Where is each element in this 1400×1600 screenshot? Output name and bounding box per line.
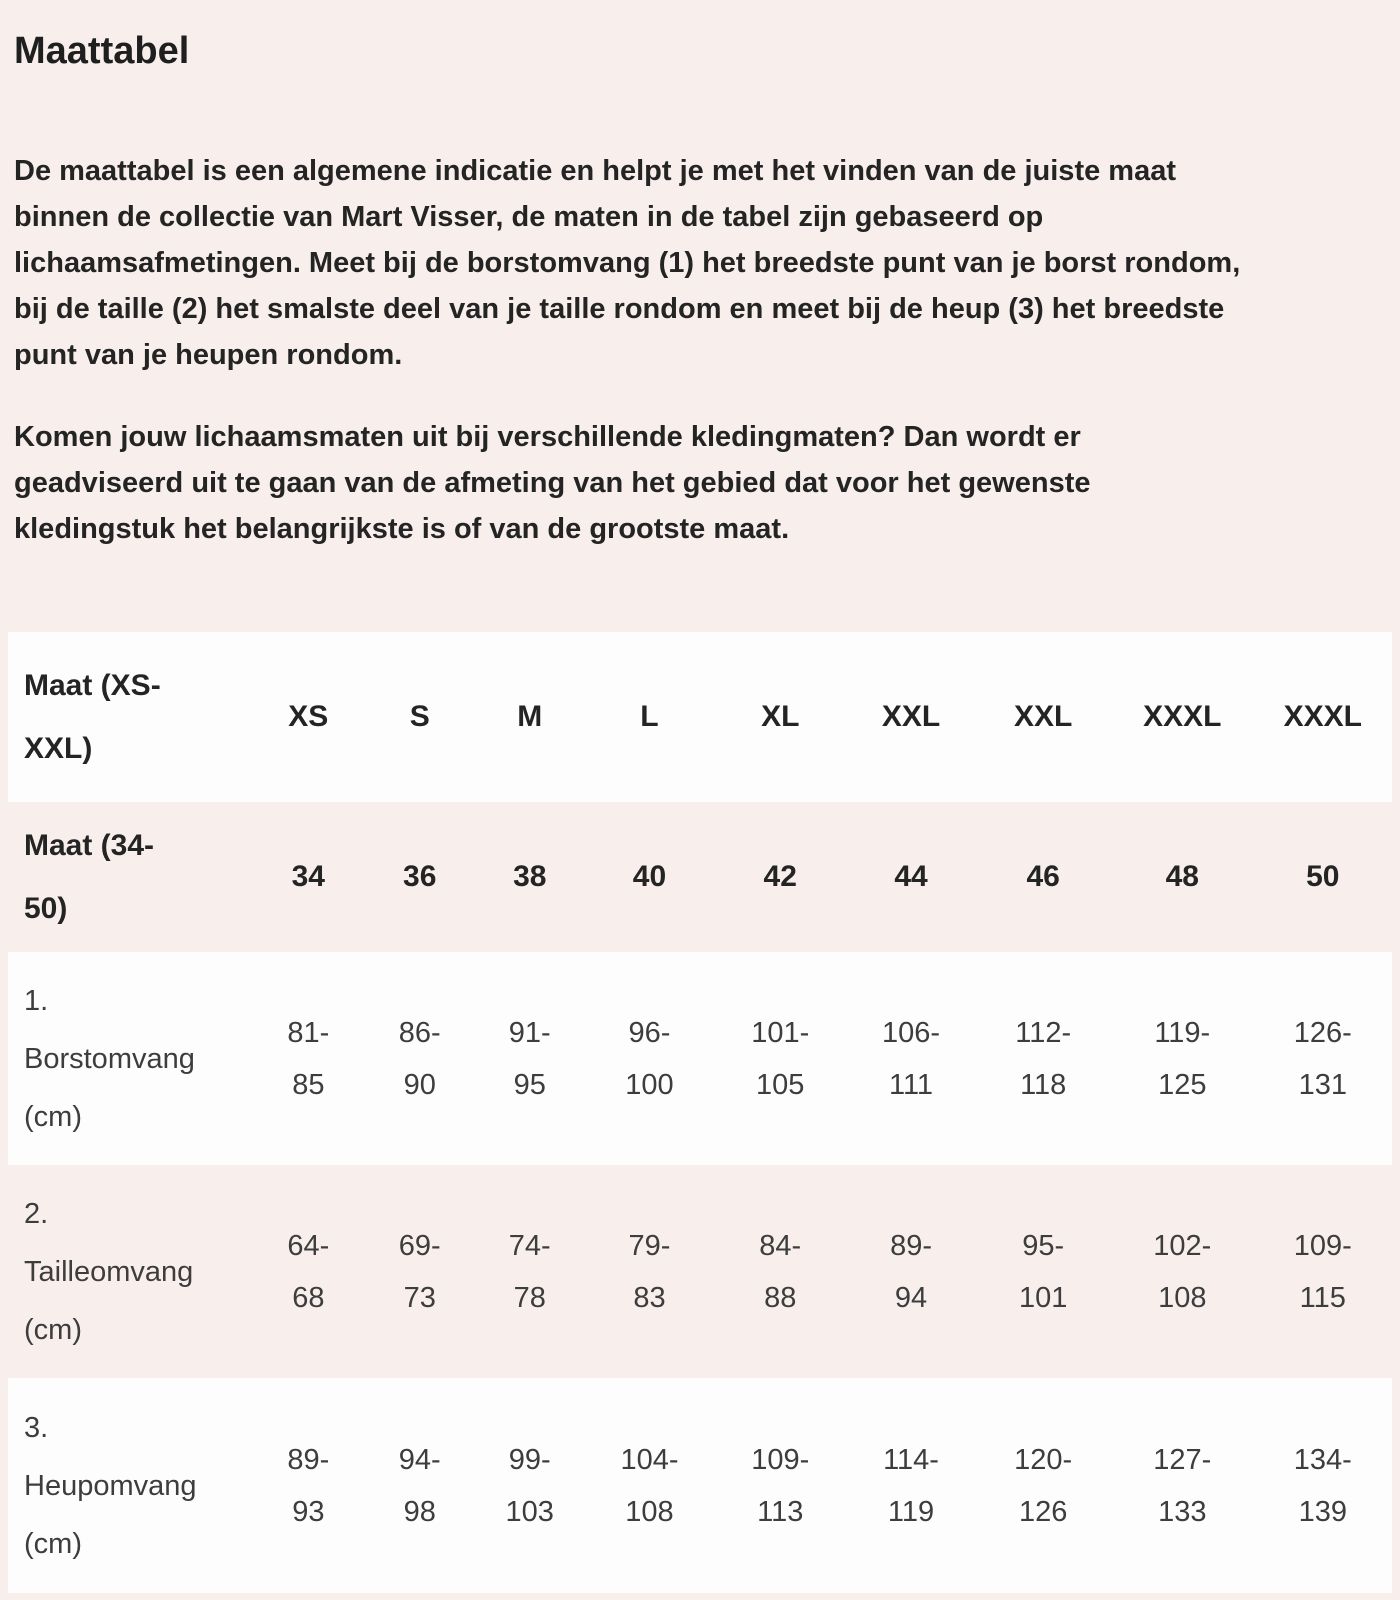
page-title: Maattabel: [14, 30, 190, 72]
size-value-cell: 101- 105: [751, 1016, 810, 1101]
size-table: [8, 632, 1392, 1593]
size-value-cell: 89- 93: [287, 1443, 330, 1528]
size-value-cell: XXL: [1014, 700, 1073, 733]
table-row: [8, 802, 1392, 952]
size-value-cell: XL: [761, 700, 800, 733]
size-value-cell: L: [640, 700, 659, 733]
advice-paragraph: Komen jouw lichaamsmaten uit bij verschillende kledingmaten? Dan wordt er geadviseerd uit te gaan van de afmeting van het gebied dat voor het gewenste kledingstuk het belangrijkste is of van de grootste maat.: [14, 421, 1091, 545]
size-value-cell: 96- 100: [625, 1016, 674, 1101]
row-label: 3. Heupomvang (cm): [24, 1411, 197, 1560]
size-value-cell: 50: [1306, 860, 1340, 893]
size-value-cell: 99- 103: [505, 1443, 554, 1528]
size-value-cell: 79- 83: [628, 1229, 671, 1314]
size-value-cell: 126- 131: [1293, 1016, 1352, 1101]
size-value-cell: 120- 126: [1014, 1443, 1073, 1528]
size-value-cell: 95- 101: [1018, 1229, 1068, 1314]
size-value-cell: 38: [513, 860, 547, 893]
size-value-cell: 102- 108: [1153, 1229, 1212, 1314]
size-value-cell: 134- 139: [1293, 1443, 1352, 1528]
size-value-cell: 112- 118: [1015, 1016, 1072, 1101]
size-value-cell: 42: [763, 860, 797, 893]
size-value-cell: XXXL: [1143, 700, 1222, 733]
row-label: 2. Tailleomvang (cm): [24, 1197, 194, 1346]
size-value-cell: 84- 88: [759, 1229, 802, 1314]
size-value-cell: 91- 95: [508, 1016, 551, 1101]
size-value-cell: 36: [403, 860, 437, 893]
table-row: [8, 632, 1392, 802]
row-label: 1. Borstomvang (cm): [24, 984, 195, 1133]
size-value-cell: 106- 111: [882, 1016, 941, 1101]
size-value-cell: 114- 119: [883, 1443, 939, 1528]
intro-paragraph: De maattabel is een algemene indicatie en helpt je met het vinden van de juiste maat binnen de collectie van Mart Visser, de maten in de tabel zijn gebaseerd op lichaamsafmetingen. Meet bij de borstomvang (1) het breedste punt van je borst rondom, bij de taille (2) het smalste deel van je taille rondom en meet bij de heup (3) het breedste punt van je heupen rondom.: [14, 155, 1241, 371]
table-row: [8, 1165, 1392, 1378]
size-value-cell: XXXL: [1283, 700, 1362, 733]
size-value-cell: 86- 90: [398, 1016, 441, 1101]
size-value-cell: 48: [1165, 860, 1199, 893]
row-label: Maat (34- 50): [24, 829, 155, 925]
size-value-cell: 127- 133: [1153, 1443, 1212, 1528]
size-value-cell: XXL: [881, 700, 941, 733]
size-value-cell: 89- 94: [890, 1229, 932, 1314]
size-value-cell: 104- 108: [620, 1443, 679, 1528]
size-value-cell: 109- 115: [1293, 1229, 1352, 1314]
size-value-cell: S: [409, 700, 430, 733]
size-value-cell: 46: [1026, 860, 1060, 893]
size-value-cell: M: [517, 700, 543, 733]
size-value-cell: 109- 113: [751, 1443, 810, 1528]
size-value-cell: 74- 78: [508, 1229, 551, 1314]
table-row: [8, 1378, 1392, 1593]
size-value-cell: 44: [894, 860, 928, 893]
size-value-cell: 34: [291, 860, 325, 893]
size-value-cell: XS: [288, 700, 329, 733]
size-value-cell: 94- 98: [398, 1443, 441, 1528]
size-value-cell: 40: [632, 860, 667, 893]
size-value-cell: 119- 125: [1154, 1016, 1211, 1101]
size-value-cell: 81- 85: [287, 1016, 330, 1101]
size-value-cell: 69- 73: [398, 1229, 441, 1314]
size-value-cell: 64- 68: [287, 1229, 330, 1314]
row-label: Maat (XS- XXL): [24, 669, 161, 765]
table-row: [8, 952, 1392, 1165]
